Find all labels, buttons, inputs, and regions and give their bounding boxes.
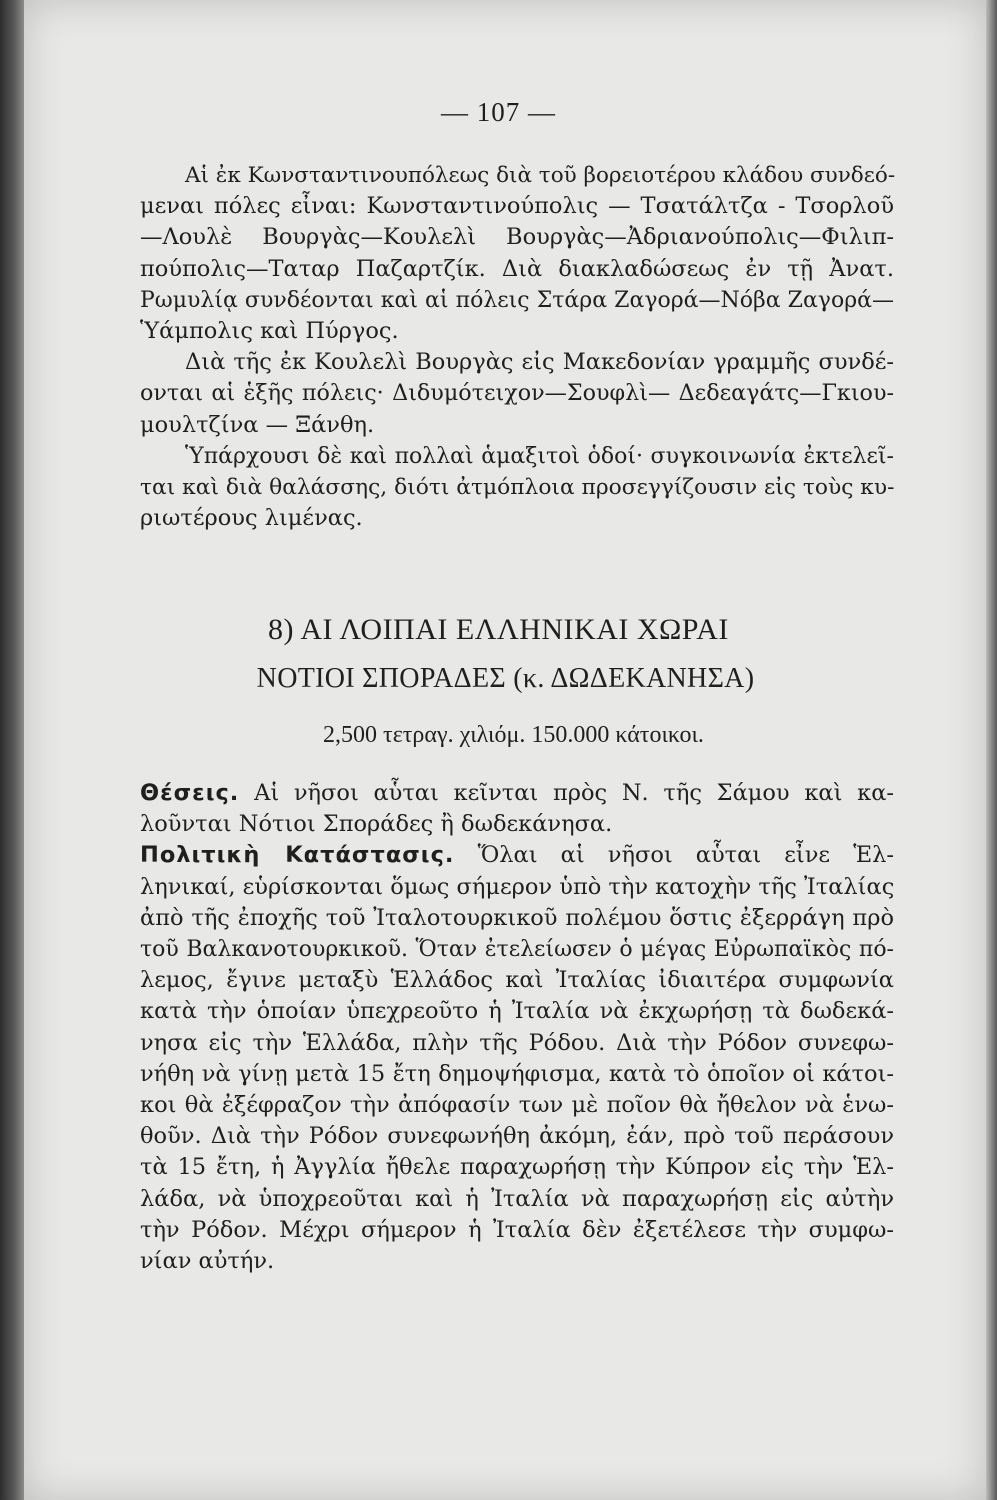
text-line: κατὰ τὴν ὁποίαν ὑπεχρεοῦτο ἡ Ἰταλία νὰ ἐκχωρήσῃ τὰ δωδεκά- (140, 998, 894, 1025)
area-population-line: 2,500 τετραγ. χιλιόμ. 150.000 κάτοικοι. (323, 722, 704, 748)
text-line: πούπολις—Ταταρ Παζαρτζίκ. Διὰ διακλαδώσεως ἐν τῇ Ἀνατ. (140, 255, 894, 282)
text-line: Ὑπάρχουσι δὲ καὶ πολλαὶ ἁμαξιτοὶ ὁδοί· συγκοινωνία ἐκτελεῖ- (185, 443, 894, 469)
text-line: μουλτζίνα — Ξάνθη. (140, 411, 375, 438)
text-line: —Λουλὲ Βουργὰς—Κουλελὶ Βουργὰς—Ἀδριανούπολις—Φιλιπ- (140, 224, 894, 251)
text-line (140, 840, 894, 871)
text-line: ληνικαί, εὑρίσκονται ὅμως σήμερον ὑπὸ τὴν κατοχὴν τῆς Ἰταλίας (140, 873, 895, 900)
text-line: ονται αἱ ἑξῆς πόλεις· Διδυμότειχον—Σουφλὶ— Δεδεαγάτς—Γκιου- (140, 380, 894, 407)
text-line: κοι θὰ ἐξέφραζον τὴν ἀπόφασίν των μὲ ποῖον θὰ ἤθελον νὰ ἑνω- (140, 1092, 894, 1119)
text-line: Ρωμυλίᾳ συνδέονται καὶ αἱ πόλεις Στάρα Ζαγορά—Νόβα Ζαγορά— (140, 287, 894, 313)
text-line: Αἱ ἐκ Κωνσταντινουπόλεως διὰ τοῦ βορειοτέρου κλάδου συνδεό- (185, 163, 896, 188)
text-line: Ὑάμπολις καὶ Πύργος. (140, 318, 399, 345)
paragraph-railway-lines (140, 160, 894, 534)
text-line: νίαν αὐτήν. (140, 1248, 275, 1275)
text-line: τὴν Ρόδον. Μέχρι σήμερον ἡ Ἰταλία δὲν ἐξετέλεσε τὴν συμφω- (140, 1216, 894, 1243)
book-spine-shadow (0, 0, 24, 1500)
text-line: λάδα, νὰ ὑποχρεοῦται καὶ ἡ Ἰταλία νὰ παραχωρήσῃ εἰς αὐτὴν (140, 1185, 894, 1212)
politiki-label: Πολιτικὴ Κατάστασις. (140, 842, 455, 869)
text-line: τοῦ Βαλκανοτουρκικοῦ. Ὅταν ἐτελείωσεν ὁ μέγας Εὐρωπαϊκὸς πό- (140, 937, 894, 963)
text-line: μεναι πόλες εἶναι: Κωνσταντινούπολις — Τσατάλτζα - Τσορλοῦ (140, 193, 894, 220)
text-line: λεμος, ἔγινε μεταξὺ Ἑλλάδος καὶ Ἰταλίας ἰδιαιτέρα συμφωνία (140, 967, 894, 994)
text-line: θοῦν. Διὰ τὴν Ρόδον συνεφωνήθη ἀκόμη, ἐάν, πρὸ τοῦ περάσουν (140, 1123, 894, 1150)
text-line: νησα εἰς τὴν Ἑλλάδα, πλὴν τῆς Ρόδου. Διὰ τὴν Ρόδον συνεφω- (140, 1029, 894, 1056)
text-line: ἀπὸ τῆς ἐποχῆς τοῦ Ἰταλοτουρκικοῦ πολέμου ὅστις ἐξερράγη πρὸ (140, 904, 894, 931)
page-right-edge (986, 0, 997, 1500)
text-line: λοῦνται Νότιοι Σποράδες ἢ δωδεκάνησα. (140, 811, 613, 838)
section-subheading: ΝΟΤΙΟΙ ΣΠΟΡΑΔΕΣ (κ. ΔΩΔΕΚΑΝΗΣΑ) (256, 663, 755, 694)
text-line: Διὰ τῆς ἐκ Κουλελὶ Βουργὰς εἰς Μακεδονίαν γραμμῆς συνδέ- (185, 349, 894, 376)
page-number: — 107 — (441, 97, 556, 127)
paragraph-dodecanese (140, 778, 894, 1277)
theseis-text: Αἱ νῆσοι αὗται κεῖνται πρὸς Ν. τῆς Σάμου καὶ κα- (239, 780, 894, 806)
text-line: ται καὶ διὰ θαλάσσης, διότι ἀτμόπλοια προσεγγίζουσιν εἰς τοὺς κυ- (140, 475, 895, 501)
text-line: νήθη νὰ γίνῃ μετὰ 15 ἔτη δημοψήφισμα, κατὰ τὸ ὁποῖον οἱ κάτοι- (140, 1060, 894, 1087)
text-line: ριωτέρους λιμένας. (140, 505, 363, 532)
theseis-label: Θέσεις. (140, 780, 240, 806)
text-line (140, 778, 894, 809)
text-line: τὰ 15 ἔτη, ἡ Ἀγγλία ἤθελε παραχωρήσῃ τὴν Κύπρον εἰς τὴν Ἑλ- (140, 1154, 894, 1181)
politiki-text: Ὅλαι αἱ νῆσοι αὗται εἶνε Ἑλ- (454, 842, 894, 869)
section-heading: 8) ΑΙ ΛΟΙΠΑΙ ΕΛΛΗΝΙΚΑΙ ΧΩΡΑΙ (268, 613, 729, 646)
